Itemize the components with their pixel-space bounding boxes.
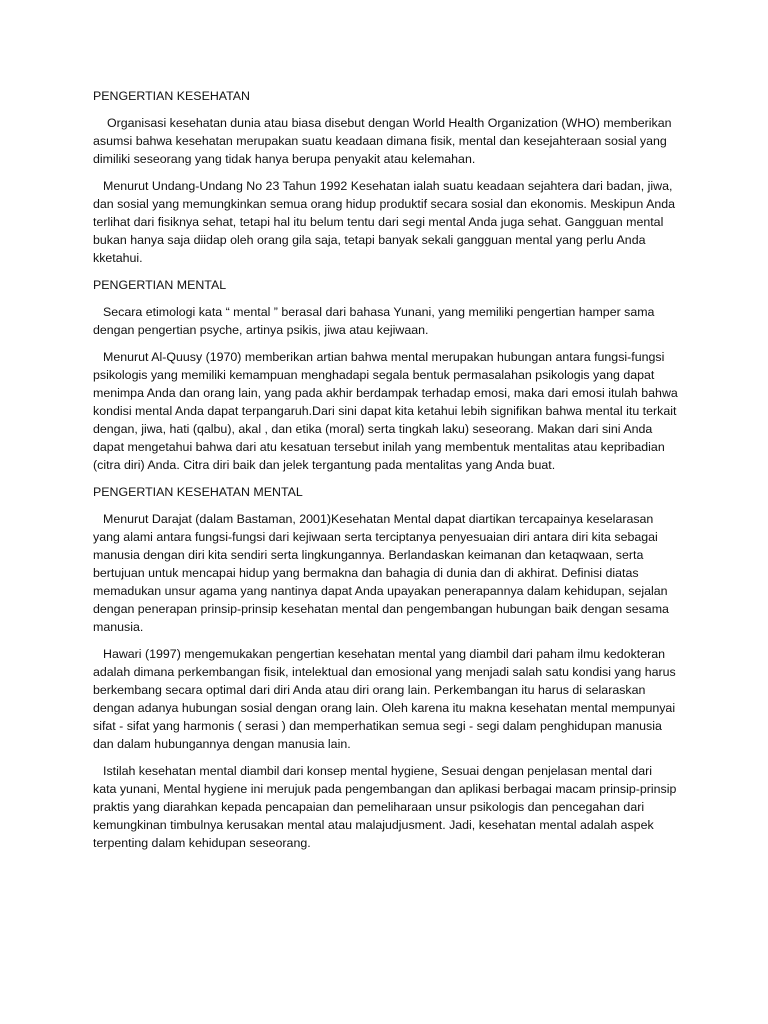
paragraph: Hawari (1997) mengemukakan pengertian kesehatan mental yang diambil dari paham ilmu kedokteran adalah dimana perkembangan fisik, intelektual dan emosional yang menjadi salah satu kondisi yang harus berkembang secara optimal dari diri Anda atau diri orang lain. Perkembangan itu harus di selaraskan dengan adanya hubungan sosial dengan orang lain. Oleh karena itu makna kesehatan mental mempunyai sifat - sifat yang harmonis ( serasi ) dan memperhatikan semua segi - segi dalam penghidupan manusia dan dalam hubungannya dengan manusia lain. [93, 647, 676, 751]
paragraph: Istilah kesehatan mental diambil dari konsep mental hygiene, Sesuai dengan penjelasan mental dari kata yunani, Mental hygiene ini merujuk pada pengembangan dan aplikasi berbagai macam prinsip-prinsip praktis yang diarahkan kepada pencapaian dan pemeliharaan unsur psikologis dan pencegahan dari kemungkinan timbulnya kerusakan mental atau malajudjusment. Jadi, kesehatan mental adalah aspek terpenting dalam kehidupan seseorang. [93, 764, 677, 850]
paragraph: Organisasi kesehatan dunia atau biasa disebut dengan World Health Organization (WHO) memberikan asumsi bahwa kesehatan merupakan suatu keadaan dimana fisik, mental dan kesejahteraan sosial yang dimiliki seseorang yang tidak hanya berupa penyakit atau kelemahan. [93, 116, 672, 166]
section-heading: PENGERTIAN KESEHATAN [93, 89, 250, 103]
paragraph: Menurut Undang-Undang No 23 Tahun 1992 Kesehatan ialah suatu keadaan sejahtera dari badan, jiwa, dan sosial yang memungkinkan semua orang hidup produktif secara sosial dan ekonomis. Meskipun Anda terlihat dari fisiknya sehat, tetapi hal itu belum tentu dari segi mental Anda juga sehat. Gangguan mental bukan hanya saja diidap oleh orang gila saja, tetapi banyak sekali gangguan mental yang perlu Anda kketahui. [93, 179, 676, 265]
paragraph: Menurut Darajat (dalam Bastaman, 2001)Kesehatan Mental dapat diartikan tercapainya keselarasan yang alami antara fungsi-fungsi dari kejiwaan serta terciptanya penyesuaian diri antara diri kita sebagai manusia dengan diri kita sendiri serta lingkungannya. Berlandaskan keimanan dan ketaqwaan, serta bertujuan untuk mencapai hidup yang bermakna dan bahagia di dunia dan di akhirat. Definisi diatas memadukan unsur agama yang nantinya dapat Anda upayakan penerapannya dalam kehidupan, sejalan dengan penerapan prinsip-prinsip kesehatan mental dan pengembangan hubungan baik dengan sesama manusia. [93, 512, 669, 634]
section-pengertian-mental [93, 276, 678, 474]
document-page [93, 87, 678, 861]
section-pengertian-kesehatan-mental [93, 483, 678, 852]
paragraph: Secara etimologi kata “ mental ” berasal dari bahasa Yunani, yang memiliki pengertian hamper sama dengan pengertian psyche, artinya psikis, jiwa atau kejiwaan. [93, 305, 655, 337]
section-heading: PENGERTIAN KESEHATAN MENTAL [93, 485, 303, 499]
paragraph: Menurut Al-Quusy (1970) memberikan artian bahwa mental merupakan hubungan antara fungsi-fungsi psikologis yang memiliki kemampuan menghadapi segala bentuk permasalahan psikologis yang dapat menimpa Anda dan orang lain, yang pada akhir berdampak terhadap emosi, maka dari emosi itulah bahwa kondisi mental Anda dapat terpangaruh.Dari sini dapat kita ketahui lebih signifikan bahwa mental itu terkait dengan, jiwa, hati (qalbu), akal , dan etika (moral) serta tingkah laku) seseorang. Makan dari sini Anda dapat mengetahui bahwa dari atu kesatuan tersebut inilah yang membentuk mentalitas atau kepribadian (citra diri) Anda. Citra diri baik dan jelek tergantung pada mentalitas yang Anda buat. [93, 350, 678, 472]
section-pengertian-kesehatan [93, 87, 678, 267]
section-heading: PENGERTIAN MENTAL [93, 278, 227, 292]
